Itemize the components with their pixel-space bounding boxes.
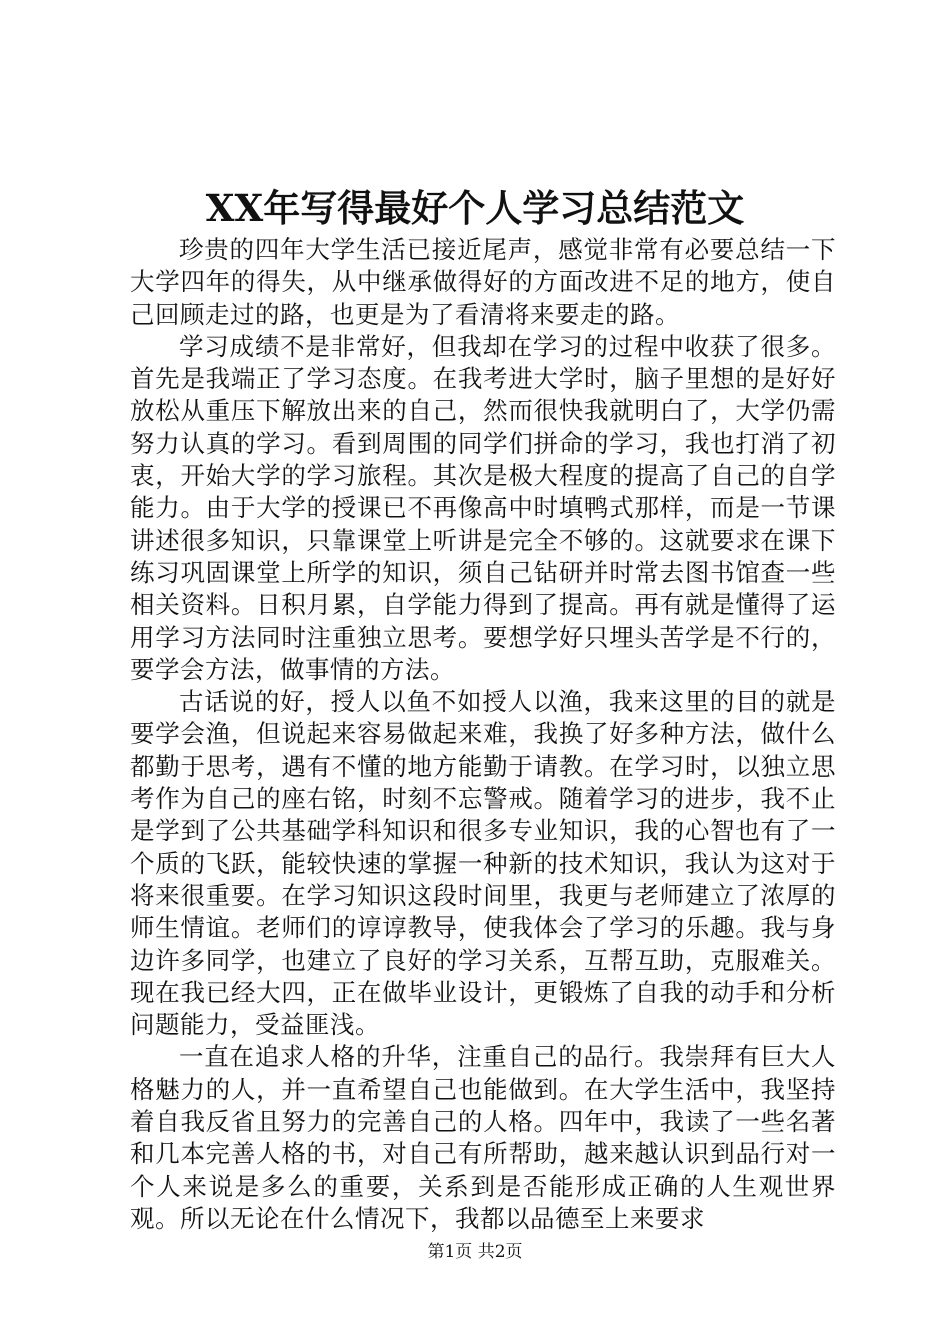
page-footer: 第1页 共2页 [427, 1242, 523, 1262]
paragraph-1: 珍贵的四年大学生活已接近尾声，感觉非常有必要总结一下大学四年的得失，从中继承做得好的方面改进不足的地方，使自己回顾走过的路，也更是为了看清将来要走的路。 [130, 235, 836, 329]
paragraph-2: 学习成绩不是非常好，但我却在学习的过程中收获了很多。首先是我端正了学习态度。在我考进大学时，脑子里想的是好好放松从重压下解放出来的自己，然而很快我就明白了，大学仍需努力认真的学习。看到周围的同学们拼命的学习，我也打消了初衷，开始大学的学习旅程。其次是极大程度的提高了自己的自学能力。由于大学的授课已不再像高中时填鸭式那样，而是一节课讲述很多知识，只靠课堂上听讲是完全不够的。这就要求在课下练习巩固课堂上所学的知识，须自己钻研并时常去图书馆查一些相关资料。日积月累，自学能力得到了提高。再有就是懂得了运用学习方法同时注重独立思考。要想学好只埋头苦学是不行的，要学会方法，做事情的方法。 [130, 331, 836, 684]
document-body [130, 234, 836, 1235]
document-title: XX年写得最好个人学习总结范文 [205, 186, 745, 230]
paragraph-4: 一直在追求人格的升华，注重自己的品行。我崇拜有巨大人格魅力的人，并一直希望自己也能做到。在大学生活中，我坚持着自我反省且努力的完善自己的人格。四年中，我读了一些名著和几本完善人格的书，对自己有所帮助，越来越认识到品行对一个人来说是多么的重要，关系到是否能形成正确的人生观世界观。所以无论在什么情况下，我都以品德至上来要求 [130, 1042, 836, 1233]
paragraph-3: 古话说的好，授人以鱼不如授人以渔，我来这里的目的就是要学会渔，但说起来容易做起来难，我换了好多种方法，做什么都勤于思考，遇有不懂的地方能勤于请教。在学习时，以独立思考作为自己的座右铭，时刻不忘警戒。随着学习的进步，我不止是学到了公共基础学科知识和很多专业知识，我的心智也有了一个质的飞跃，能较快速的掌握一种新的技术知识，我认为这对于将来很重要。在学习知识这段时间里，我更与老师建立了浓厚的师生情谊。老师们的谆谆教导，使我体会了学习的乐趣。我与身边许多同学，也建立了良好的学习关系，互帮互助，克服难关。现在我已经大四，正在做毕业设计，更锻炼了自我的动手和分析问题能力，受益匪浅。 [130, 687, 836, 1040]
